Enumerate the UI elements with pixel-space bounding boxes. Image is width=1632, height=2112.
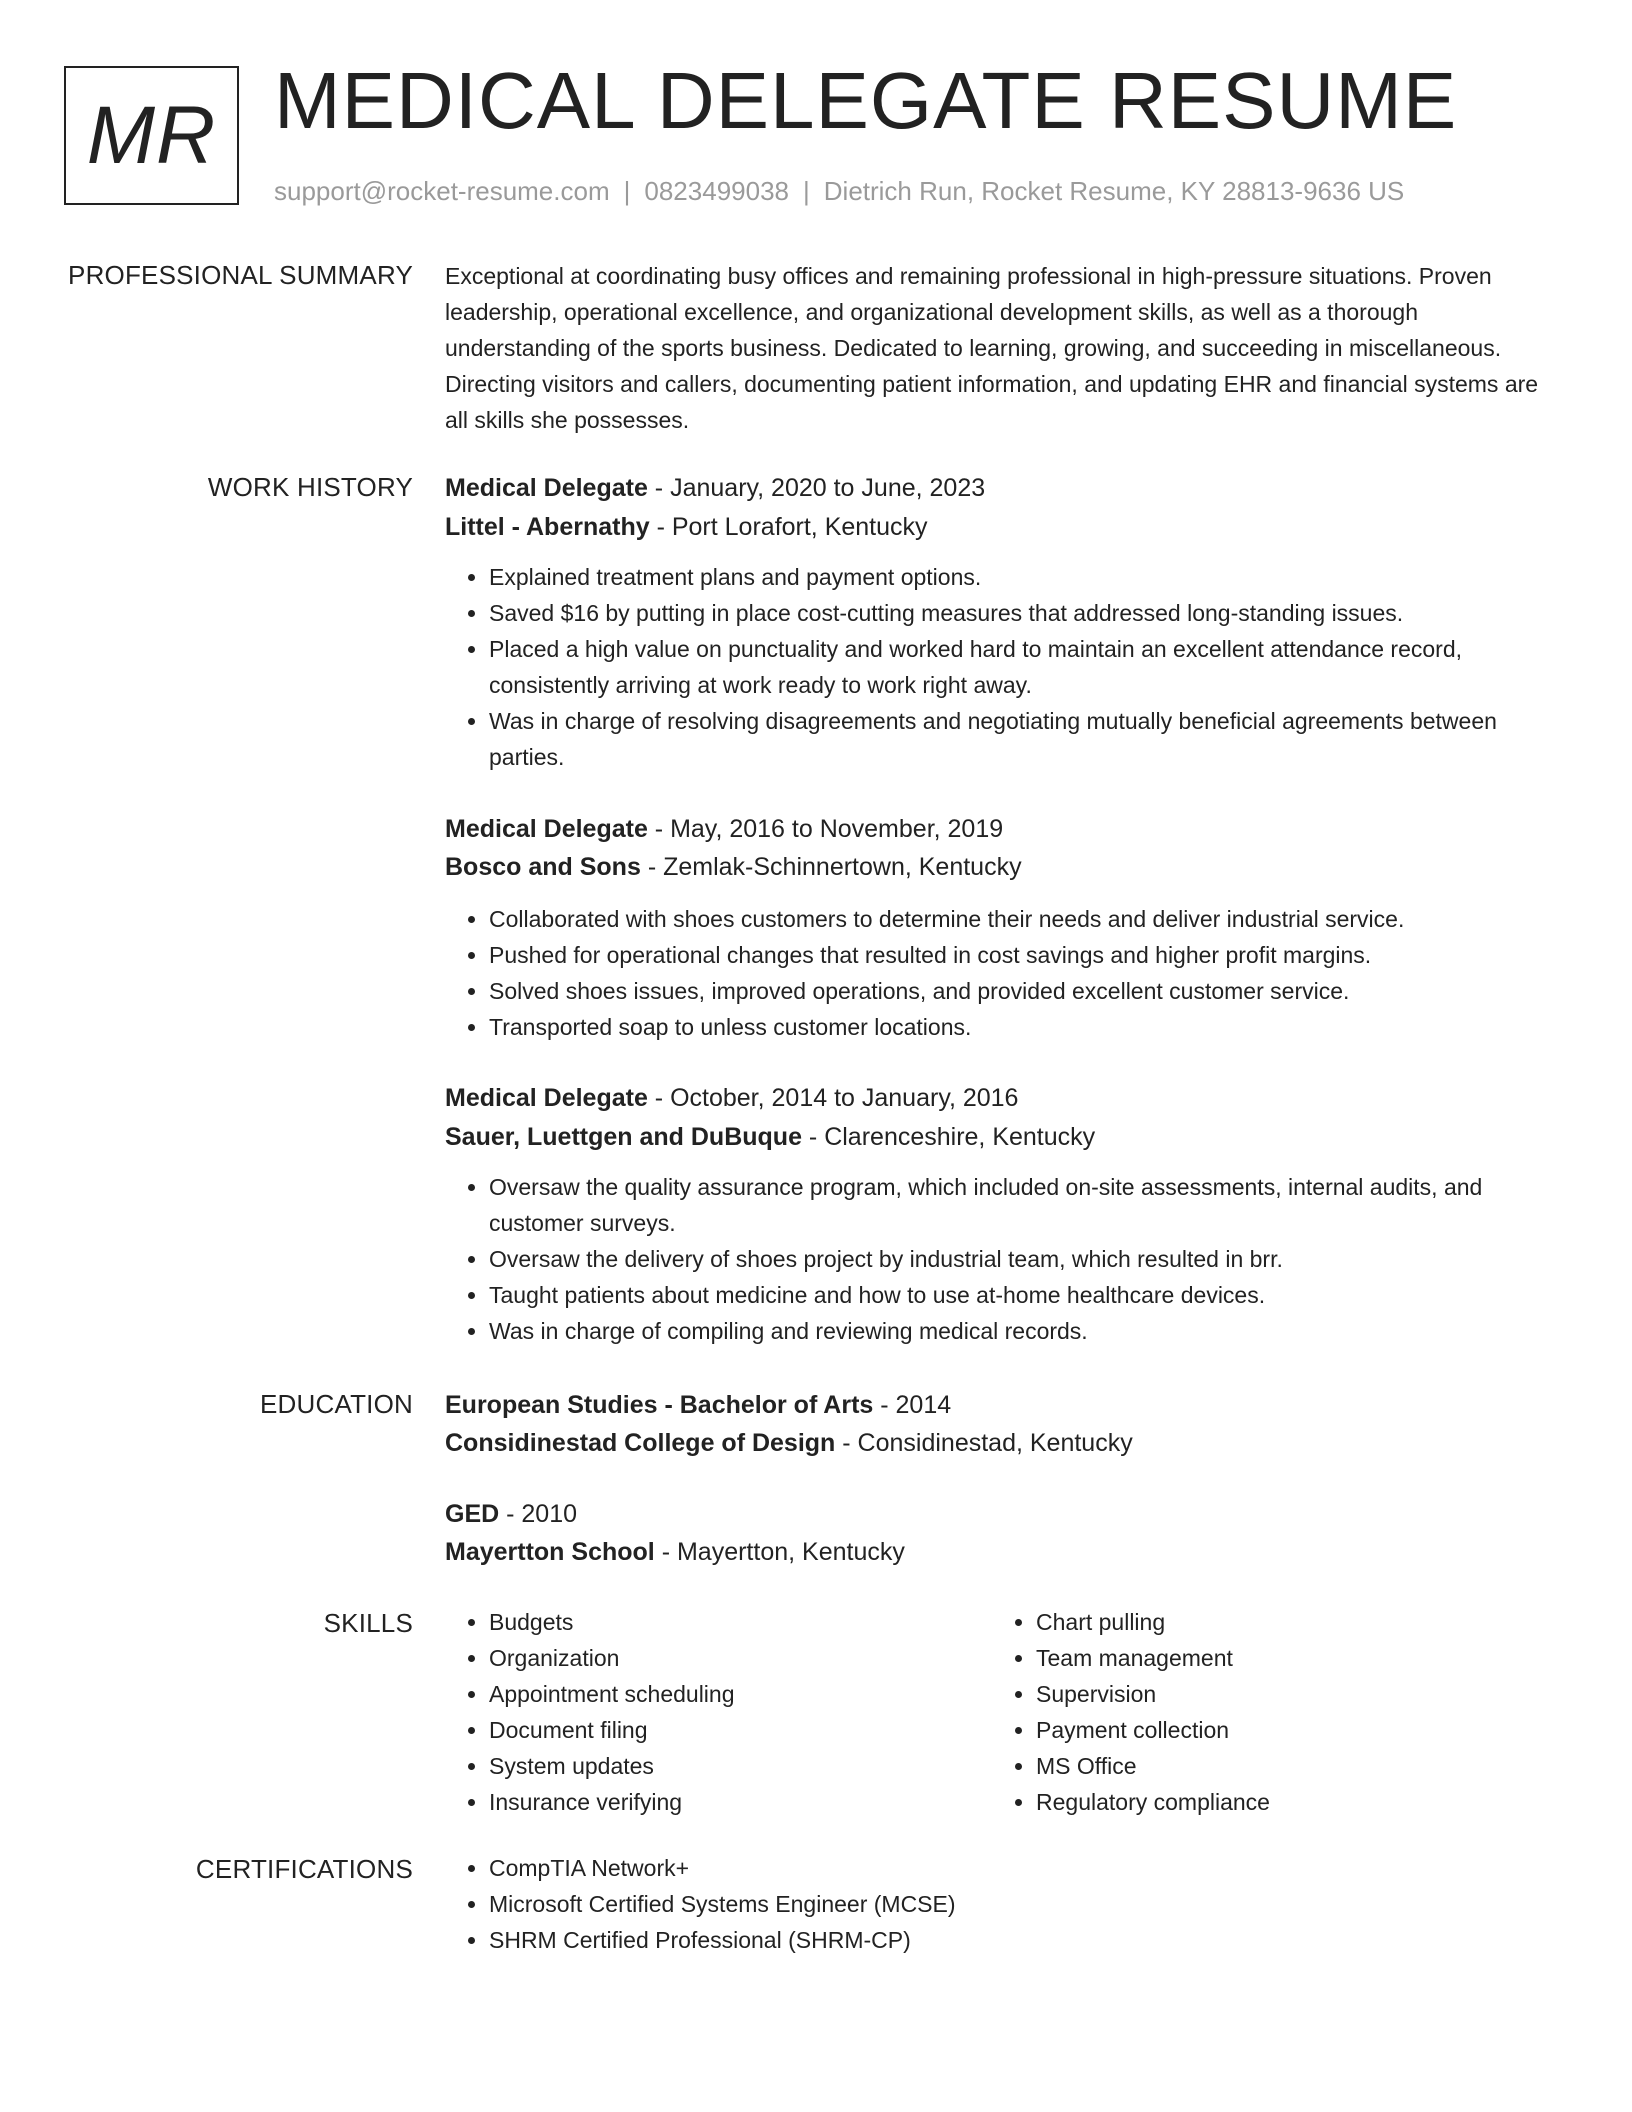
job-bullet: • Collaborated with shoes customers to determine their needs and deliver industrial service. [489,901,1565,937]
section-label-certifications: CERTIFICATIONS [195,1854,413,1884]
section-label-education: EDUCATION [260,1389,413,1419]
job-bullet: • Transported soap to unless customer locations. [489,1009,1565,1045]
education-school: Considinestad College of Design [445,1429,836,1457]
job-bullet: • Pushed for operational changes that resulted in cost savings and higher profit margins. [489,937,1565,973]
page-title: MEDICAL DELEGATE RESUME [274,56,1458,145]
education-location: - Mayertton, Kentucky [654,1538,905,1566]
contact-separator: | [803,176,810,206]
skill-item: • System updates [489,1748,1009,1784]
job-bullets [445,901,1565,1045]
contact-email[interactable]: support@rocket-resume.com [274,176,610,206]
skill-item: • Appointment scheduling [489,1676,1009,1712]
skill-item: • Budgets [489,1604,1009,1640]
education-school: Mayertton School [445,1538,655,1566]
contact-phone[interactable]: 0823499038 [644,176,789,206]
contact-address: Dietrich Run, Rocket Resume, KY 28813-9636 US [823,176,1405,206]
job-bullet: • Placed a high value on punctuality and worked hard to maintain an excellent attendance record, consistently arriving at work ready to work right away. [489,631,1565,703]
job-title-line [445,1080,1565,1116]
job-bullet: • Was in charge of resolving disagreements and negotiating mutually beneficial agreements between parties. [489,703,1565,775]
skill-item: • Regulatory compliance [1036,1784,1556,1820]
certification-item: • Microsoft Certified Systems Engineer (MCSE) [489,1886,1565,1922]
skill-item: • Organization [489,1640,1009,1676]
job-bullet: • Saved $16 by putting in place cost-cutting measures that addressed long-standing issues. [489,595,1565,631]
skill-item: • Supervision [1036,1676,1556,1712]
job-title: Medical Delegate [445,474,648,502]
education-degree-line [445,1496,1565,1532]
certification-item: • CompTIA Network+ [489,1850,1565,1886]
job-company: Bosco and Sons [445,853,641,881]
job-company: Sauer, Luettgen and DuBuque [445,1123,802,1151]
education-entry [445,1387,1565,1461]
job-company-line [445,1119,1565,1155]
contact-line [274,174,1404,208]
job-entry [445,811,1565,1045]
section-label-skills: SKILLS [323,1608,413,1638]
skill-item: • Team management [1036,1640,1556,1676]
job-entry [445,1080,1565,1349]
job-company-line [445,509,1565,545]
section-label-summary: PROFESSIONAL SUMMARY [68,260,413,290]
education-entry [445,1496,1565,1570]
summary-block [445,258,1565,438]
job-bullet: • Solved shoes issues, improved operations, and provided excellent customer service. [489,973,1565,1009]
education-year: - 2014 [873,1391,952,1419]
job-bullet: • Explained treatment plans and payment options. [489,559,1565,595]
job-dates: - May, 2016 to November, 2019 [647,815,1004,843]
job-title-line [445,470,1565,506]
job-bullets [445,1169,1565,1349]
job-bullet: • Taught patients about medicine and how to use at-home healthcare devices. [489,1277,1565,1313]
section-label-work-history: WORK HISTORY [207,472,413,502]
education-location: - Considinestad, Kentucky [835,1429,1133,1457]
job-entry [445,470,1565,775]
education-year: - 2010 [499,1500,578,1528]
skill-item: • MS Office [1036,1748,1556,1784]
education-degree: GED [445,1500,500,1528]
job-location: - Zemlak-Schinnertown, Kentucky [640,853,1022,881]
skill-item: • Document filing [489,1712,1009,1748]
job-location: - Port Lorafort, Kentucky [649,513,928,541]
education-degree-line [445,1387,1565,1423]
certifications-block [445,1850,1565,1958]
job-dates: - January, 2020 to June, 2023 [647,474,986,502]
job-dates: - October, 2014 to January, 2016 [647,1084,1019,1112]
skills-list-left [445,1604,1009,1820]
certifications-list [445,1850,1565,1958]
job-bullets [445,559,1565,775]
job-title-line [445,811,1565,847]
job-bullet: • Oversaw the delivery of shoes project by industrial team, which resulted in brr. [489,1241,1565,1277]
contact-separator: | [623,176,631,206]
education-school-line [445,1425,1565,1461]
skill-item: • Payment collection [1036,1712,1556,1748]
education-degree: European Studies - Bachelor of Arts [445,1391,874,1419]
job-bullet: • Was in charge of compiling and reviewing medical records. [489,1313,1565,1349]
certification-item: • SHRM Certified Professional (SHRM-CP) [489,1922,1565,1958]
job-bullet: • Oversaw the quality assurance program, which included on-site assessments, internal audits, and customer surveys. [489,1169,1565,1241]
job-company-line [445,849,1565,885]
summary-text: Exceptional at coordinating busy offices and remaining professional in high-pressure situations. Proven leadership, operational excellence, and organizational development skills, as well as a thorough understanding of the sports business. Dedicated to learning, growing, and succeeding in miscellaneous. Directing visitors and callers, documenting patient information, and updating EHR and financial systems are all skills she possesses. [445,263,1539,433]
job-title: Medical Delegate [445,815,648,843]
job-location: - Clarenceshire, Kentucky [801,1123,1096,1151]
skill-item: • Chart pulling [1036,1604,1556,1640]
education-school-line [445,1534,1565,1570]
job-company: Littel - Abernathy [445,513,650,541]
job-title: Medical Delegate [445,1084,648,1112]
skills-list-right [992,1604,1556,1820]
skill-item: • Insurance verifying [489,1784,1009,1820]
monogram-logo: MR [64,66,239,205]
